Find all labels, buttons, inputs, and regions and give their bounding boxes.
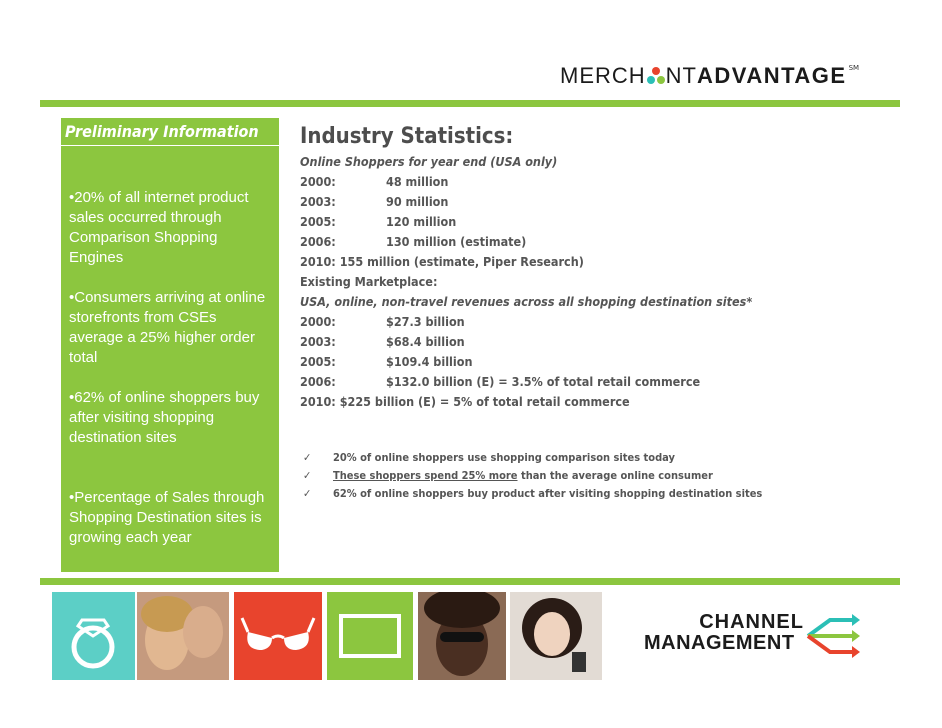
row-value: 90 million [386,194,449,209]
row-year: 2003: [300,334,336,349]
check-text-underlined: These shoppers spend 25% more [333,469,518,482]
sidebar-title: Preliminary Information [65,122,259,141]
photo-woman-phone [510,592,602,680]
row-year: 2000: [300,314,336,329]
photo-woman-sunglasses [418,592,506,680]
bottom-divider [40,578,900,585]
check-icon: ✓ [303,487,312,500]
row-value: $27.3 billion [386,314,465,329]
ring-tile [52,592,135,680]
revenues-subtitle: USA, online, non-travel revenues across all shopping destination sites* [300,294,753,309]
woman-hand-photo-icon [137,592,229,680]
shoppers-2010: 2010: 155 million (estimate, Piper Research) [300,254,584,269]
logo-text-merch: MERCH [560,63,646,88]
row-year: 2003: [300,194,336,209]
row-year: 2005: [300,354,336,369]
sidebar-bullet: •20% of all internet product sales occurred through Comparison Shopping Engines [69,189,249,266]
revenue-row [300,312,752,332]
row-value: 48 million [386,174,449,189]
shoppers-row [300,172,752,192]
merchant-advantage-logo [560,58,859,94]
revenues-2010: 2010: $225 billion (E) = 5% of total retail commerce [300,394,630,409]
row-value: 120 million [386,214,457,229]
shoppers-subtitle: Online Shoppers for year end (USA only) [300,154,558,169]
stats-body [300,152,752,412]
shoppers-row [300,192,752,212]
check-text: than the average online consumer [517,469,713,482]
checklist-item [303,485,762,503]
row-value: $68.4 billion [386,334,465,349]
logo-text-advantage: ADVANTAGE [697,63,847,88]
brand-line-management: MANAGEMENT [644,632,795,654]
check-icon: ✓ [303,451,312,464]
row-year: 2006: [300,234,336,249]
tv-tile [327,592,413,680]
channel-management-logo [644,612,804,654]
checklist-item [303,467,762,485]
logo-servicemark: SM [848,64,860,72]
logo-text-nt: NT [665,63,697,88]
woman-sunglasses-photo-icon [418,592,506,680]
shoppers-row [300,232,752,252]
checklist-item [303,449,762,467]
revenue-row [300,332,752,352]
channel-arrows-icon [804,610,860,662]
row-value: $132.0 billion (E) = 3.5% of total retail commerce [386,374,701,389]
row-value: 130 million (estimate) [386,234,527,249]
row-year: 2000: [300,174,336,189]
row-value: $109.4 billion [386,354,473,369]
tv-screen-icon [327,592,413,680]
sunglasses-icon [234,592,322,680]
sidebar-panel [61,118,279,572]
check-icon: ✓ [303,469,312,482]
sidebar-title-rule [61,145,279,146]
row-year: 2005: [300,214,336,229]
logo-dots-icon [647,65,665,87]
marketplace-heading: Existing Marketplace: [300,274,438,289]
stats-title: Industry Statistics: [300,124,514,149]
brand-line-channel: CHANNEL [699,611,804,633]
sidebar-bullet: •62% of online shoppers buy after visiting shopping destination sites [69,389,260,446]
sidebar-bullet: •Percentage of Sales through Shopping Destination sites is growing each year [69,489,265,546]
row-year: 2006: [300,374,336,389]
diamond-ring-icon [52,592,135,680]
check-text: 20% of online shoppers use shopping comparison sites today [333,451,675,464]
sunglasses-tile [234,592,322,680]
revenue-row [300,352,752,372]
check-text: 62% of online shoppers buy product after visiting shopping destination sites [333,487,763,500]
checklist [303,449,762,503]
revenue-row [300,372,752,392]
photo-woman-hand [137,592,229,680]
shoppers-row [300,212,752,232]
sidebar-bullet: •Consumers arriving at online storefronts from CSEs average a 25% higher order total [69,289,266,366]
woman-phone-photo-icon [510,592,602,680]
top-divider [40,100,900,107]
